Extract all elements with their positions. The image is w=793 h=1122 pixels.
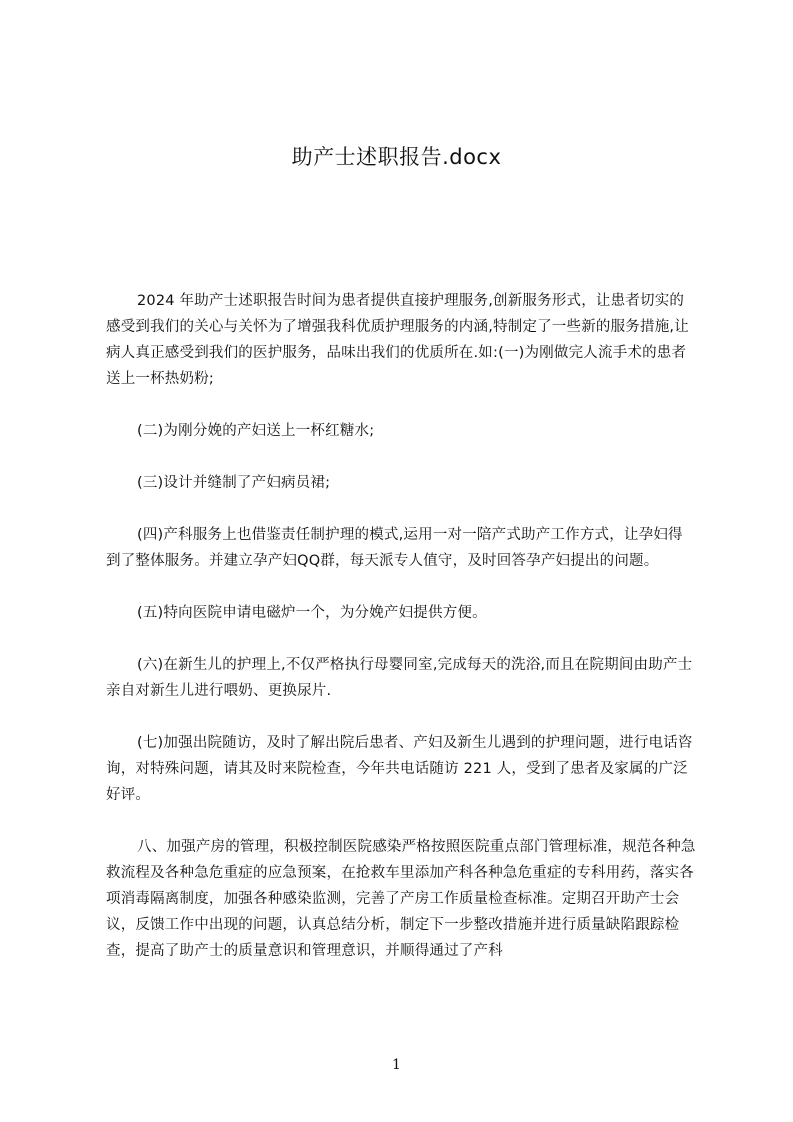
paragraph-item-5: (五)特向医院申请电磁炉一个，为分娩产妇提供方便。 <box>137 605 487 621</box>
paragraph-item-3: (三)设计并缝制了产妇病员裙; <box>137 475 331 491</box>
paragraph-intro: 2024 年助产士述职报告时间为患者提供直接护理服务,创新服务形式，让患者切实的感受到我们的关心与关怀为了增强我科优质护理服务的内涵,特制定了一些新的服务措施,让病人真正感受到我们的医护服务，品味出我们的优质所在.如:(一)为刚做完人流手术的患者送上一杯热奶粉; <box>106 293 689 387</box>
page-number: 1 <box>392 1057 401 1073</box>
paragraph-item-7: (七)加强出院随访，及时了解出院后患者、产妇及新生儿遇到的护理问题，进行电话咨询，对特殊问题，请其及时来院检查，今年共电话随访 221 人，受到了患者及家属的广泛好评。 <box>106 735 693 803</box>
paragraph-item-4: (四)产科服务上也借鉴责任制护理的模式,运用一对一陪产式助产工作方式，让孕妇得到了整体服务。并建立孕产妇QQ群，每天派专人值守，及时回答孕产妇提出的问题。 <box>106 527 683 569</box>
paragraph-item-8: 八、加强产房的管理，积极控制医院感染严格按照医院重点部门管理标准，规范各种急救流程及各种急危重症的应急预案，在抢救车里添加产科各种急危重症的专科用药，落实各项消毒隔离制度，加强各种感染监测，完善了产房工作质量检查标准。定期召开助产士会议，反馈工作中出现的问题，认真总结分析，制定下一步整改措施并进行质量缺陷跟踪检查，提高了助产士的质量意识和管理意识，并顺得通过了产科 <box>106 839 696 959</box>
paragraph-item-2: (二)为刚分娩的产妇送上一杯红糖水; <box>137 423 375 439</box>
document-body <box>106 288 696 964</box>
paragraph-item-6: (六)在新生儿的护理上,不仅严格执行母婴同室,完成每天的洗浴,而且在院期间由助产士亲自对新生儿进行喂奶、更换尿片. <box>106 657 693 699</box>
document-title: 助产士述职报告.docx <box>291 145 502 169</box>
